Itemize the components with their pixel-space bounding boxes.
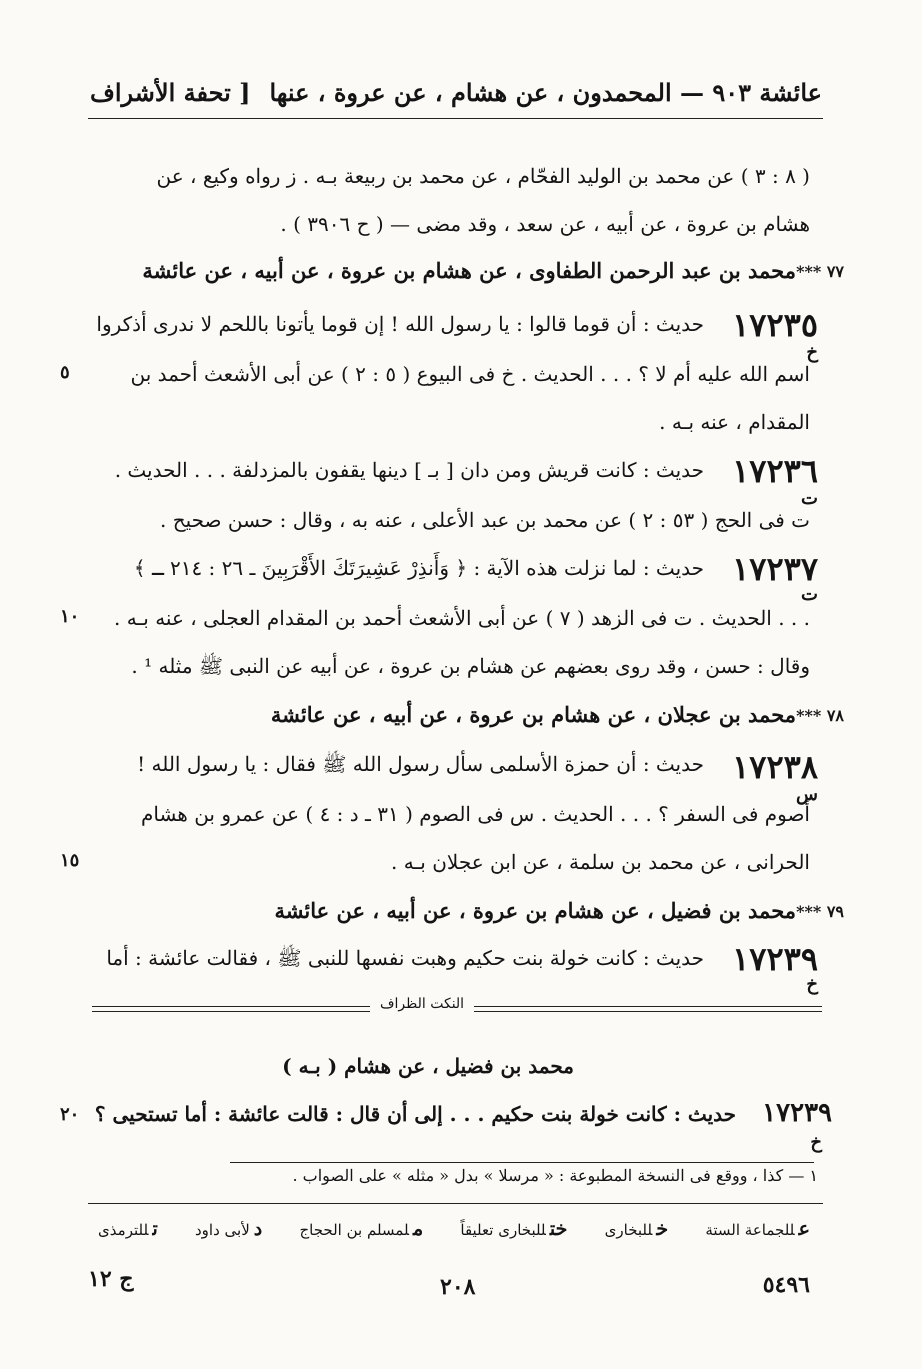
text-line: اسم الله عليه أم لا ؟ . . . الحديث . خ فى البيوع ( ٥ : ٢ ) عن أبى الأشعث أحمد بن — [130, 362, 810, 386]
hadith-number: ١٧٢٣٩ — [762, 1098, 832, 1128]
siglum: خ — [806, 974, 818, 995]
abbr-key: د — [253, 1218, 263, 1240]
header-rule — [88, 118, 823, 119]
running-header-right: عائشة ٩٠٣ — المحمدون ، عن هشام ، عن عروة ، عنها — [269, 78, 822, 107]
abbr-value: للبخارى تعليقاً — [460, 1221, 546, 1239]
section-title: محمد بن فضيل ، عن هشام بن عروة ، عن أبيه ، عن عائشة — [274, 898, 796, 923]
abbr-item — [299, 1218, 423, 1240]
text-line: . . . الحديث . ت فى الزهد ( ٧ ) عن أبى الأشعث أحمد بن المقدام العجلى ، عنه بـه . — [113, 606, 810, 630]
section-marker: ٧٧ *** — [796, 262, 844, 281]
siglum: خ — [806, 342, 818, 363]
siglum: ت — [801, 584, 818, 605]
margin-line-number: ٢٠ — [60, 1104, 80, 1125]
margin-line-number: ١٠ — [60, 606, 80, 627]
abbr-item — [605, 1218, 668, 1240]
abbr-item — [98, 1218, 158, 1240]
footnote-rule — [230, 1162, 814, 1163]
text-line: ( ٨ : ٣ ) عن محمد بن الوليد الفحّام ، عن محمد بن ربيعة بـه . ز رواه وكيع ، عن — [156, 164, 810, 188]
footnote: ١ — كذا ، ووقع فى النسخة المطبوعة : « مرسلا » بدل « مثله » على الصواب . — [292, 1166, 818, 1185]
siglum: ت — [801, 488, 818, 509]
abbr-key: ت — [152, 1218, 158, 1240]
abbr-item — [460, 1218, 567, 1240]
text-line: حديث : أن قوما قالوا : يا رسول الله ! إن قوما يأتونا باللحم لا ندرى أذكروا — [96, 312, 704, 336]
page-number: ٢٠٨ — [440, 1274, 476, 1300]
running-header-left: [ تحفة الأشراف — [90, 78, 251, 107]
abbr-value: لمسلم بن الحجاج — [299, 1221, 409, 1239]
abbreviation-legend — [98, 1218, 810, 1240]
abbr-value: للجماعة الستة — [705, 1221, 795, 1239]
section-marker: ٧٨ *** — [796, 706, 844, 725]
hadith-number: ١٧٢٣٦ — [732, 452, 818, 490]
abbr-key: ع — [798, 1218, 810, 1240]
text-line: حديث : كانت قريش ومن دان [ بـ ] دينها يقفون بالمزدلفة . . . الحديث . — [114, 458, 704, 482]
abbr-key: خ — [656, 1218, 669, 1240]
abbr-key: خت — [549, 1218, 568, 1240]
nukat-title: محمد بن فضيل ، عن هشام ( بـه ) — [282, 1054, 574, 1078]
siglum: س — [796, 784, 818, 805]
text-line: حديث : كانت خولة بنت حكيم . . . إلى أن قال : قالت عائشة : أما تستحيى ؟ — [94, 1102, 736, 1126]
siglum: خ — [810, 1132, 822, 1153]
volume-number: ج ١٢ — [88, 1266, 134, 1292]
abbr-value: للبخارى — [604, 1221, 653, 1239]
running-number: ٥٤٩٦ — [762, 1272, 810, 1298]
text-line: حديث : لما نزلت هذه الآية : ﴿ وَأَنذِرْ عَشِيرَتَكَ الأَقْرَبِينَ ـ ٢٦ : ٢١٤ ـ ﴾ — [133, 556, 704, 580]
abbr-item — [195, 1218, 262, 1240]
abbr-item — [705, 1218, 810, 1240]
text-line: ت فى الحج ( ٥٣ : ٢ ) عن محمد بن عبد الأعلى ، عنه به ، وقال : حسن صحيح . — [159, 508, 810, 532]
abbreviation-rule — [88, 1203, 823, 1204]
hadith-number: ١٧٢٣٥ — [732, 306, 818, 344]
text-line: الحرانى ، عن محمد بن سلمة ، عن ابن عجلان بـه . — [390, 850, 810, 874]
text-line: هشام بن عروة ، عن أبيه ، عن سعد ، وقد مضى — ( ح ٣٩٠٦ ) . — [280, 212, 810, 236]
section-marker: ٧٩ *** — [796, 902, 844, 921]
hadith-number: ١٧٢٣٧ — [732, 550, 818, 588]
abbr-key: م — [412, 1218, 424, 1240]
hadith-number: ١٧٢٣٨ — [732, 748, 818, 786]
text-line: وقال : حسن ، وقد روى بعضهم عن هشام بن عروة ، عن أبيه عن النبى ﷺ مثله ¹ . — [131, 654, 810, 678]
section-title: محمد بن عبد الرحمن الطفاوى ، عن هشام بن عروة ، عن أبيه ، عن عائشة — [142, 258, 796, 283]
margin-line-number: ١٥ — [60, 850, 80, 871]
abbr-value: للترمذى — [98, 1221, 149, 1239]
text-line: حديث : كانت خولة بنت حكيم وهبت نفسها للنبى ﷺ ، فقالت عائشة : أما — [106, 946, 704, 970]
hadith-number: ١٧٢٣٩ — [732, 940, 818, 978]
text-line: المقدام ، عنه بـه . — [659, 410, 810, 434]
abbr-value: لأبى داود — [194, 1221, 250, 1239]
margin-line-number: ٥ — [60, 362, 70, 383]
text-line: حديث : أن حمزة الأسلمى سأل رسول الله ﷺ فقال : يا رسول الله ! — [137, 752, 704, 776]
divider-label: النكت الظراف — [370, 996, 474, 1012]
text-line: أصوم فى السفر ؟ . . . الحديث . س فى الصوم ( ٣١ ـ د : ٤ ) عن عمرو بن هشام — [140, 802, 810, 826]
section-title: محمد بن عجلان ، عن هشام بن عروة ، عن أبيه ، عن عائشة — [270, 702, 796, 727]
